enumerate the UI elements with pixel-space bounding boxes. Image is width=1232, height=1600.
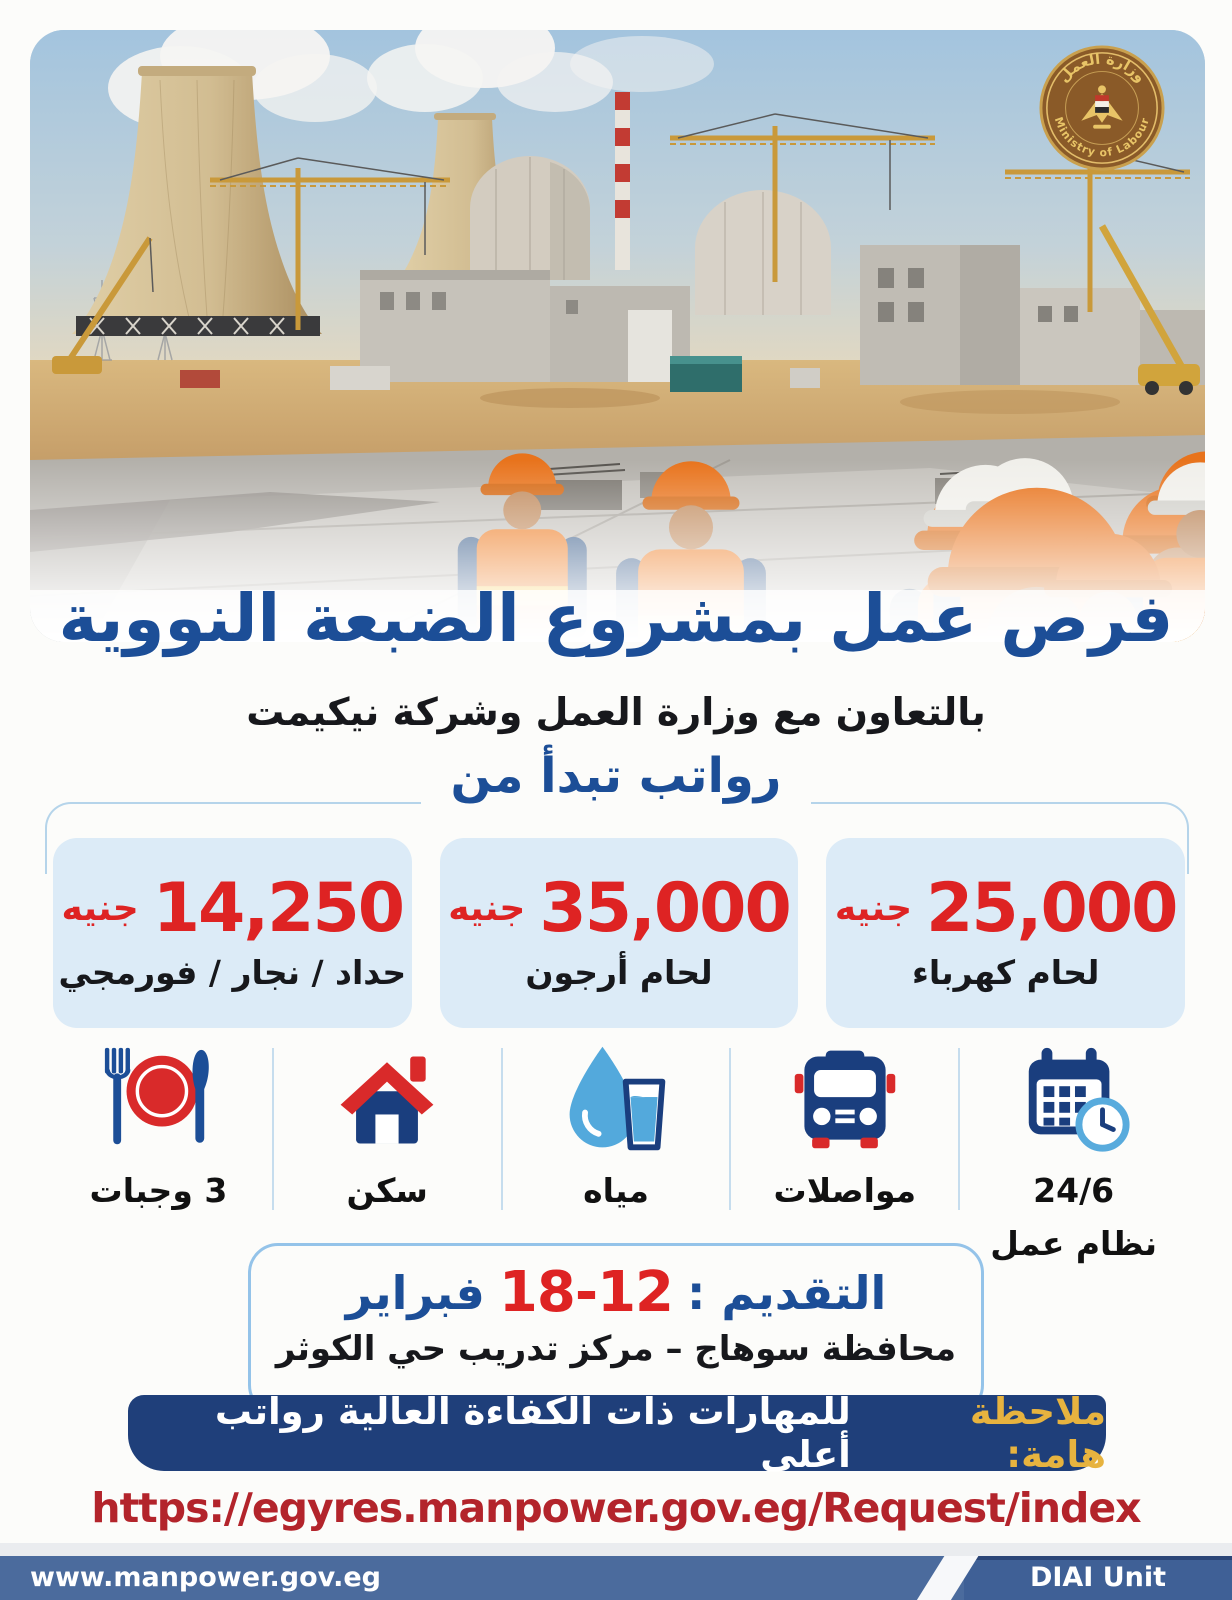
salaries-heading: رواتب تبدأ من [421,748,812,804]
logo-english-text: Ministry of Labour [1051,115,1153,160]
note-text: للمهارات ذات الكفاءة العالية رواتب أعلى [214,1390,851,1476]
divider [272,1048,274,1210]
application-dates [346,1260,887,1325]
footer-website[interactable]: www.manpower.gov.eg [30,1562,381,1593]
divider [958,1048,960,1210]
salary-currency: جنيه [834,887,913,929]
note-label: ملاحظة هامة: [969,1390,1106,1476]
house-icon [329,1040,445,1158]
salary-card-electric-welder [826,838,1185,1028]
benefit-label: مياه [583,1171,649,1210]
application-location: محافظة سوهاج – مركز تدريب حي الكوثر [275,1329,957,1369]
benefit-label: مواصلات [773,1171,917,1210]
divider [729,1048,731,1210]
calendar-clock-icon [1015,1040,1133,1158]
application-date-range: 18-12 [498,1260,673,1325]
nuclear-plant-scene [30,30,1205,642]
salary-amount: 14,250 [152,868,404,948]
benefit-label: سكن [346,1171,428,1210]
salary-role: لحام أرجون [525,952,713,992]
meals-icon [99,1040,217,1158]
water-drop-icon [558,1040,674,1158]
salary-amount: 35,000 [539,868,790,948]
ministry-of-labour-logo [1038,44,1166,172]
application-url[interactable]: https://egyres.manpower.gov.eg/Request/index [91,1484,1141,1532]
salary-card-argon-welder [440,838,799,1028]
important-note-bar [128,1390,1106,1476]
poster-title: فرص عمل بمشروع الضبعة النووية [58,580,1174,657]
poster-subtitle: بالتعاون مع وزارة العمل وشركة نيكيمت [246,690,986,734]
benefit-housing [274,1040,501,1211]
benefit-water [503,1040,730,1211]
benefit-label: 24/6 [1033,1171,1115,1210]
logo-arabic-text: وزارة العمل [1055,50,1150,86]
footer-divider-strip [0,1543,1232,1556]
salary-cards [53,838,1185,1028]
hero-photo-construction-site [30,30,1205,642]
salary-role: حداد / نجار / فورمجي [58,952,407,992]
benefit-work-schedule [960,1040,1187,1265]
benefit-transport [731,1040,958,1211]
benefits-row [45,1040,1187,1265]
salary-amount: 25,000 [926,868,1177,948]
application-label: التقديم : [687,1265,887,1320]
bus-icon [787,1040,903,1158]
benefit-meals [45,1040,272,1211]
footer-bar [0,1556,1232,1600]
application-month: فبراير [345,1265,485,1320]
divider [501,1048,503,1210]
salary-card-smith-carpenter [53,838,412,1028]
salary-role: لحام كهرباء [911,952,1100,992]
benefit-label: 3 وجبات [89,1171,228,1210]
footer-unit: DIAI Unit [1029,1562,1167,1593]
benefit-label-line2: نظام عمل [990,1224,1157,1264]
salary-currency: جنيه [61,887,139,929]
salary-currency: جنيه [448,887,526,929]
